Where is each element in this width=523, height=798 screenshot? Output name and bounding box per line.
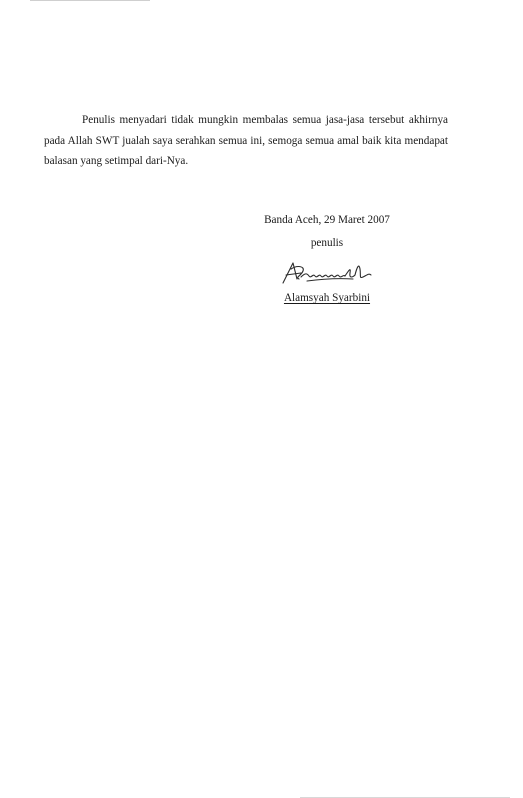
- author-name: Alamsyah Syarbini: [283, 292, 371, 304]
- scan-edge-top: [30, 0, 150, 1]
- closing-block: [248, 212, 406, 305]
- author-role: penulis: [310, 237, 344, 249]
- body-paragraph: [44, 110, 448, 172]
- paragraph-text: Penulis menyadari tidak mungkin membalas semua jasa-jasa tersebut akhirnya pada Allah SWT jualah saya serahkan semua ini, semoga semua amal baik kita mendapat balasan yang setimpal dari-Nya.: [44, 114, 448, 167]
- place-date: Banda Aceh, 29 Maret 2007: [264, 214, 390, 226]
- signature-image: [277, 257, 377, 287]
